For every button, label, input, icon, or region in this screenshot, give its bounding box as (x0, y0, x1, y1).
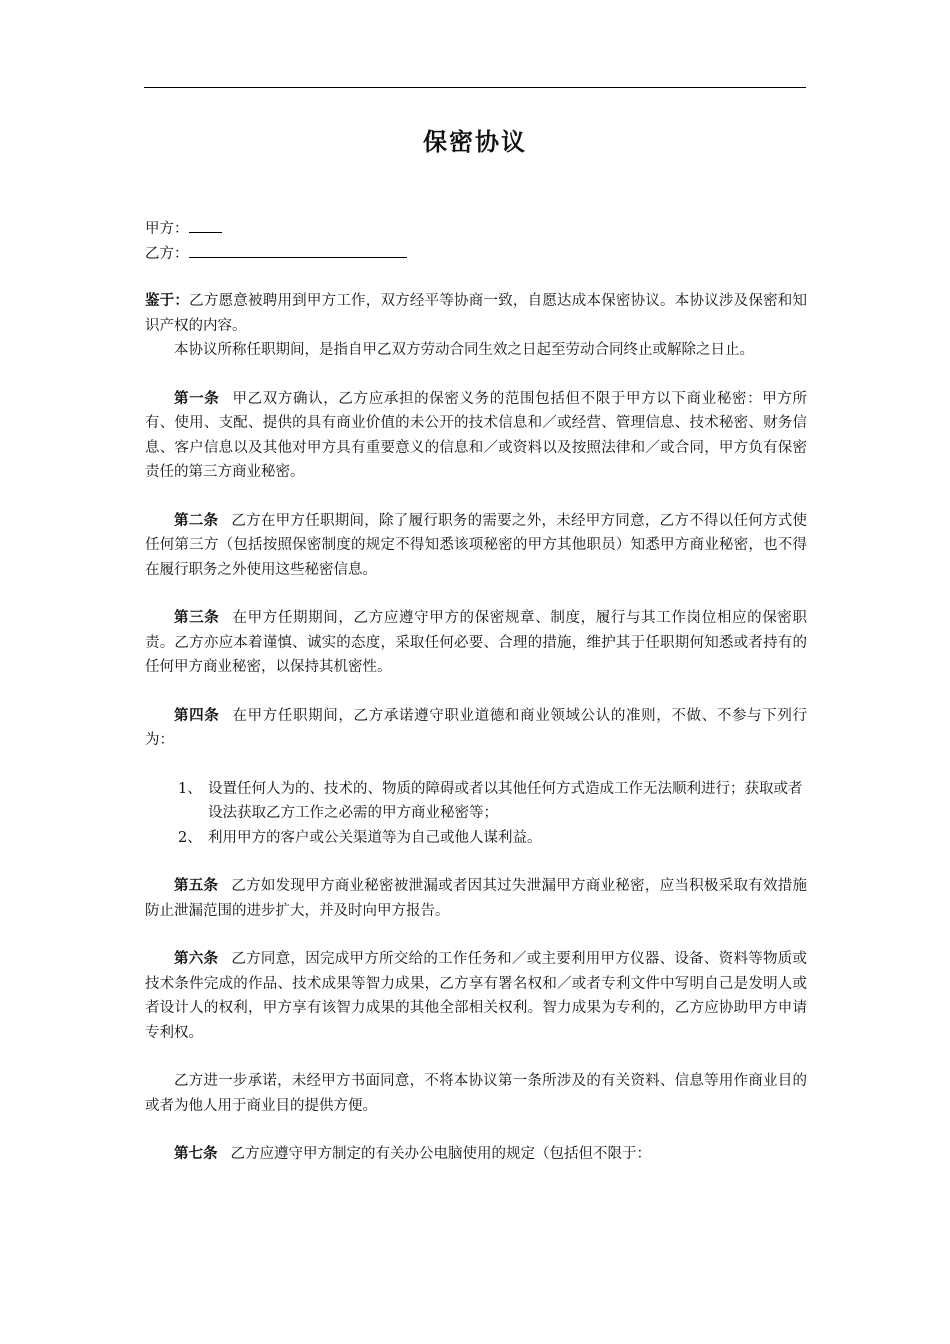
article-2 (145, 509, 807, 583)
party-a-label: 甲方： (145, 221, 189, 237)
list-item-number: 1、 (178, 780, 202, 797)
party-a-blank (189, 216, 222, 233)
whereas-paragraph (145, 289, 807, 338)
article-6 (145, 947, 807, 1045)
whereas-text: 乙方愿意被聘用到甲方工作，双方经平等协商一致，自愿达成本保密协议。本协议涉及保密和知识产权的内容。 (145, 293, 808, 334)
article-7-label: 第七条 (174, 1145, 218, 1162)
header-rule (144, 87, 806, 88)
article-2-text: 乙方在甲方任职期间，除了履行职务的需要之外，未经甲方同意，乙方不得以任何方式使任何第三方（包括按照保密制度的规定不得知悉该项秘密的甲方其他职员）知悉甲方商业秘密，也不得在履行职务之外使用这些秘密信息。 (145, 512, 808, 578)
whereas-label: 鉴于： (145, 292, 190, 309)
article-7 (145, 1142, 807, 1167)
article-4 (145, 704, 807, 753)
article-7-text: 乙方应遵守甲方制定的有关办公电脑使用的规定（包括但不限于： (230, 1146, 652, 1162)
document-title: 保密协议 (423, 127, 527, 156)
party-a-line (145, 216, 807, 241)
list-item-number: 2、 (178, 829, 202, 846)
article-5-text: 乙方如发现甲方商业秘密被泄漏或者因其过失泄漏甲方商业秘密，应当积极采取有效措施防止泄漏范围的进步扩大，并及时向甲方报告。 (145, 878, 808, 919)
party-b-label: 乙方： (145, 245, 189, 262)
article-4-label: 第四条 (174, 706, 220, 724)
article-6-label: 第六条 (174, 950, 219, 967)
article-3-text: 在甲方任期期间，乙方应遵守甲方的保密规章、制度，履行与其工作岗位相应的保密职责。乙方亦应本着谨慎、诚实的态度，采取任何必要、合理的措施，维护其于任职期何知悉或者持有的任何甲方商业秘密，以保持其机密性。 (145, 610, 808, 675)
list-item-text: 利用甲方的客户或公关渠道等为自己或他人谋利益。 (208, 829, 542, 846)
article-4-text: 在甲方任职期间，乙方承诺遵守职业道德和商业领域公认的准则，不做、不参与下列行为： (145, 707, 808, 748)
term-definition-paragraph: 本协议所称任职期间，是指自甲乙双方劳动合同生效之日起至劳动合同终止或解除之日止。 (174, 342, 754, 358)
article-1-label: 第一条 (174, 389, 220, 407)
article-1 (145, 387, 807, 485)
article-3-label: 第三条 (174, 609, 220, 626)
list-item (145, 777, 807, 826)
list-item (145, 826, 807, 851)
article-6-text: 乙方同意，因完成甲方所交给的工作任务和／或主要利用甲方仪器、设备、资料等物质或技术条件完成的作品、技术成果等智力成果，乙方享有署名权和／或者专利文件中写明自己是发明人或者设计人的权利，甲方享有该智力成果的其他全部相关权利。智力成果为专利的，乙方应协助甲方申请专利权。 (145, 951, 808, 1041)
party-b-line (145, 241, 807, 266)
party-b-blank (189, 241, 407, 258)
article-5-label: 第五条 (174, 877, 219, 894)
further-commitment-paragraph: 乙方进一步承诺，未经甲方书面同意，不将本协议第一条所涉及的有关资料、信息等用作商业目的或者为他人用于商业目的提供方便。 (145, 1073, 807, 1114)
article-3 (145, 606, 807, 680)
article-4-list (145, 777, 807, 851)
document-body (145, 216, 807, 1167)
article-1-text: 甲乙双方确认，乙方应承担的保密义务的范围包括但不限于甲方以下商业秘密：甲方所有、使用、支配、提供的具有商业价值的未公开的技术信息和／或经营、管理信息、技术秘密、财务信息、客户信息以及其他对甲方具有重要意义的信息和／或资料以及按照法律和／或合同，甲方负有保密责任的第三方商业秘密。 (145, 390, 808, 480)
article-2-label: 第二条 (174, 511, 219, 529)
list-item-text: 设置任何人为的、技术的、物质的障碍或者以其他任何方式造成工作无法顺利进行；获取或者设法获取乙方工作之必需的甲方商业秘密等； (208, 780, 803, 821)
article-5 (145, 874, 807, 923)
